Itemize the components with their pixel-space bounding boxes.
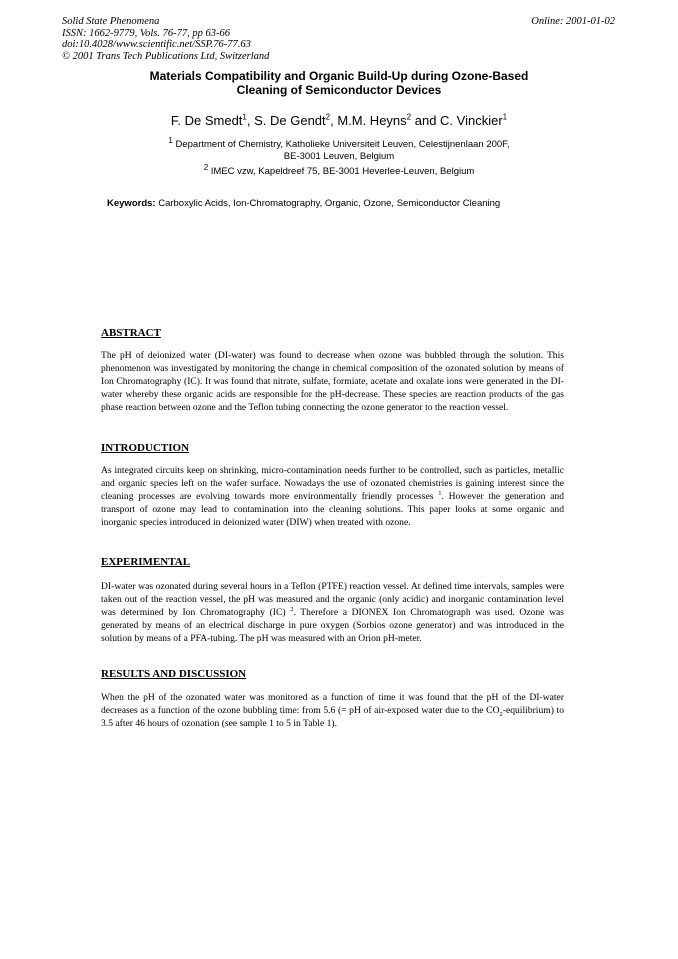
keywords-label: Keywords:	[107, 198, 156, 209]
section-heading-abstract: ABSTRACT	[101, 327, 161, 339]
online-date: Online: 2001-01-02	[531, 16, 615, 27]
title-line-1: Materials Compatibility and Organic Build-Up during Ozone-Based	[149, 69, 529, 83]
affiliation-text: Department of Chemistry, Katholieke Universiteit Leuven, Celestijnenlaan 200F,	[172, 139, 510, 150]
keywords	[107, 198, 577, 210]
paragraph-text: . However the generation and transport of ozone may lead to contamination into the cleaning solutions. This paper looks at some organic and inorganic species introduced in deionized water (DIW) when treated with ozone.	[101, 490, 564, 528]
author-affiliation-mark: 2	[325, 112, 331, 122]
issn-line: ISSN: 1662-9779, Vols. 76-77, pp 63-66	[62, 27, 230, 39]
citation-ref: 2	[290, 605, 294, 613]
paragraph-text: -equilibrium) to 3.5 after 46 hours of ozonation (see sample 1 to 5 in Table 1).	[101, 704, 564, 729]
paragraph-text: As integrated circuits keep on shrinking, micro-contamination needs further to be controlled, such as particles, metallic and organic species left on the wafer surface. Nowadays the use of ozonated chemistries is gaining interest since the cleaning processes are evolving towards more environmentally friendly processes	[101, 465, 564, 502]
section-heading-introduction: INTRODUCTION	[101, 442, 190, 454]
author-affiliation-mark: 1	[242, 112, 247, 122]
author-affiliation-mark: 2	[406, 112, 412, 122]
affiliation-mark: 1	[168, 135, 173, 145]
results-paragraph	[101, 692, 564, 731]
experimental-paragraph	[101, 581, 564, 646]
citation-ref: 1	[438, 489, 442, 497]
author-affiliation-mark: 1	[502, 112, 508, 122]
doi-line: doi:10.4028/www.scientific.net/SSP.76-77.63	[62, 39, 251, 50]
affiliation-mark: 2	[203, 162, 209, 172]
journal-name: Solid State Phenomena	[62, 16, 160, 27]
section-heading-results: RESULTS AND DISCUSSION	[101, 668, 247, 680]
publication-info	[62, 16, 422, 62]
paper-title	[100, 69, 578, 97]
affiliation-text: BE-3001 Leuven, Belgium	[283, 151, 395, 162]
subscript: 2	[499, 710, 503, 718]
author-name: , M.M. Heyns	[330, 113, 407, 128]
section-heading-experimental: EXPERIMENTAL	[101, 556, 191, 568]
copyright-line: © 2001 Trans Tech Publications Ltd, Switzerland	[62, 50, 270, 62]
author-name: , S. De Gendt	[246, 113, 326, 128]
affiliation-1	[60, 135, 618, 163]
abstract-paragraph: The pH of deionized water (DI-water) was found to decrease when ozone was bubbled through the solution. This phenomenon was investigated by monitoring the change in chemical composition of the ozonated solution by means of Ion Chromatography (IC). It was found that nitrate, sulfate, formiate, acetate and oxalate ions were generated in the DI-water whereby these organic acids are responsible for the pH-decrease. These species are reaction products of the gas phase reaction between ozone and the Teflon tubing connecting the ozone generator to the reaction vessel.	[101, 350, 564, 413]
paragraph-text: When the pH of the ozonated water was monitored as a function of time it was found that the pH of the DI-water decreases as a function of the ozone bubbling time: from 5.6 (= pH of air-exposed water due to the CO	[101, 692, 564, 716]
author-name: F. De Smedt	[170, 113, 243, 128]
title-line-2: Cleaning of Semiconductor Devices	[236, 83, 442, 97]
affiliation-2	[60, 162, 618, 178]
paragraph-text: DI-water was ozonated during several hours in a Teflon (PTFE) reaction vessel. At defined time intervals, samples were taken out of the reaction vessel, the pH was measured and the organic (only acidic) and inorganic contamination level was determined by Ion Chromatography (IC)	[101, 581, 564, 618]
author-name: and C. Vinckier	[411, 113, 503, 128]
introduction-paragraph	[101, 465, 564, 530]
paragraph-text: . Therefore a DIONEX Ion Chromatograph was used. Ozone was generated by means of an electrical discharge in pure oxygen (Sorbios ozone generator) and was introduced in the solution by means of a PFA-tubing. The pH was measured with an Orion pH-meter.	[101, 606, 565, 644]
keywords-text: Carboxylic Acids, Ion-Chromatography, Organic, Ozone, Semiconductor Cleaning	[155, 198, 501, 209]
affiliation-text: IMEC vzw, Kapeldreef 75, BE-3001 Heverlee-Leuven, Belgium	[208, 166, 475, 177]
author-list	[60, 113, 618, 128]
